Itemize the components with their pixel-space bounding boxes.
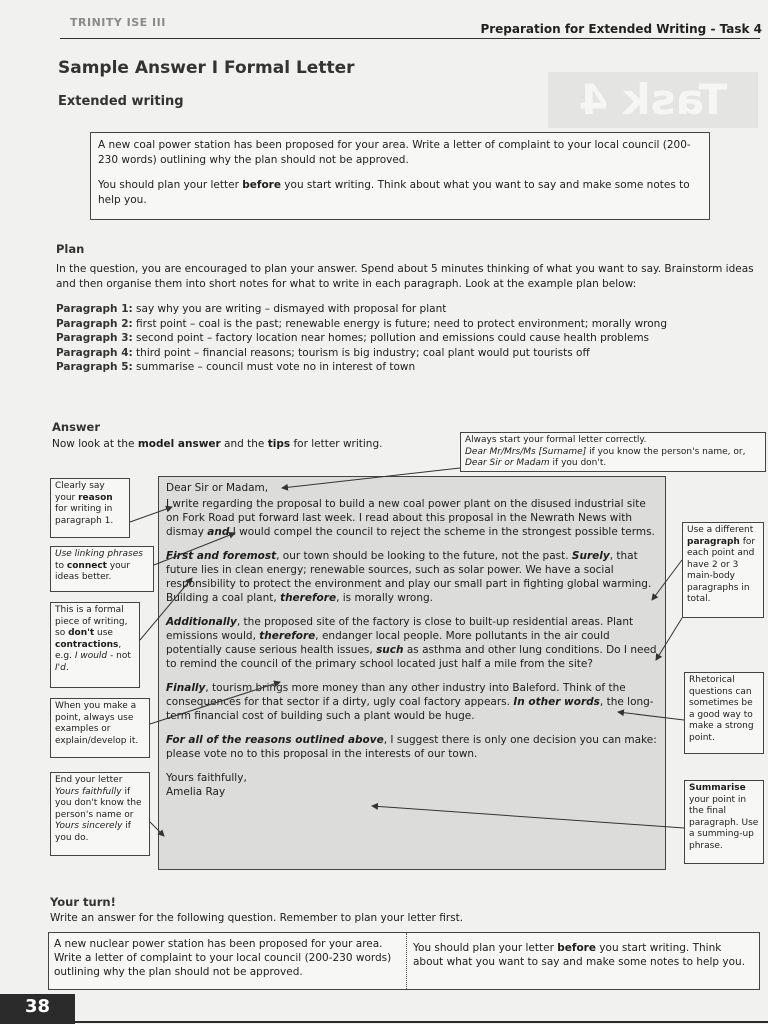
header-series: TRINITY ISE III [70, 16, 166, 29]
letter-paragraph-4: Finally, tourism brings more money than any other industry into Baleford. Think of the consequences for that sector if a dirty, ugly coal factory appears. In other words, the long-term financial cost of building such a plant would be huge. [166, 682, 654, 722]
arrow-paragraph-1 [652, 560, 682, 600]
arrow-linking [154, 533, 235, 565]
letter-signature: Amelia Ray [166, 786, 226, 798]
letter-paragraph-1: I write regarding the proposal to build a new coal power plant on the disused industrial site on Fork Road put forward last week. I read about this proposal in the Newrath News with dismay and I would compel the council to reject the scheme in the strongest possible terms. [166, 498, 655, 538]
your-turn-heading: Your turn! [50, 895, 116, 909]
letter-paragraph-2: First and foremost, our town should be looking to the future, not the past. Surely, that future lies in clean energy; renewable sources, such as solar power. We have a social responsibility to protect the environment and play our small part in fighting global warming. Building a coal plant, therefore, is morally wrong. [166, 550, 652, 604]
page-number: 38 [0, 994, 75, 1024]
answer-intro: Now look at the model answer and the tips for letter writing. [52, 438, 383, 450]
your-turn-instructions: You should plan your letter before you start writing. Think about what you want to say and make some notes to help you. [413, 942, 746, 968]
tip-paragraph: Use a different paragraph for each point and have 2 or 3 main-body paragraphs in total. [682, 522, 764, 618]
tip-examples: When you make a point, always use examples or explain/develop it. [50, 698, 150, 758]
page-title: Sample Answer I Formal Letter [58, 58, 355, 78]
plan-paragraph: Paragraph 3: second point – factory location near homes; pollution and emissions could cause health problems [56, 332, 650, 344]
answer-heading: Answer [52, 420, 101, 434]
tip-reason: Clearly say your reason for writing in paragraph 1. [50, 478, 130, 538]
arrow-ending [150, 822, 164, 836]
plan-paragraph: Paragraph 2: first point – coal is the past; renewable energy is future; need to protect environment; morally wrong [56, 317, 667, 330]
tip-ending: End your letter Yours faithfully if you don't know the person's name or Yours sincerely if you do. [50, 772, 150, 856]
arrow-examples [150, 682, 280, 724]
header-section: Preparation for Extended Writing - Task 4 [480, 22, 762, 36]
letter-paragraph-5: For all of the reasons outlined above, I suggest there is only one decision you can make: please vote no to this proposal in the interests of our town. [166, 734, 657, 760]
arrow-salutation [282, 468, 460, 488]
arrow-reason [130, 507, 172, 522]
plan-paragraph: Paragraph 1: say why you are writing – dismayed with proposal for plant [56, 303, 447, 315]
plan-paragraph: Paragraph 4: third point – financial reasons; tourism is big industry; coal plant would put tourists off [56, 346, 590, 359]
tip-linking: Use linking phrases to connect your ideas better. [50, 546, 154, 592]
arrow-formal [140, 578, 192, 640]
your-turn-question: A new nuclear power station has been proposed for your area. Write a letter of complaint to your local council (200-230 words) outlining why the plan should not be approved. [49, 933, 407, 989]
plan-paragraph: Paragraph 5: summarise – council must vote no in interest of town [56, 361, 416, 373]
arrow-paragraph-2 [656, 618, 682, 660]
task-line1: A new coal power station has been proposed for your area. Write a letter of complaint to your local council (200-230 words) outlining why the plan should not be approved. [98, 139, 691, 166]
plan-heading: Plan [56, 242, 85, 256]
arrow-rhetorical [618, 712, 684, 720]
tip-formal: This is a formal piece of writing, so don't use contractions, e.g. I would - not I'd. [50, 602, 140, 688]
your-turn-intro: Write an answer for the following question. Remember to plan your letter first. [50, 912, 464, 924]
task-watermark: Task 4 [548, 72, 758, 128]
letter-salutation: Dear Sir or Madam, [166, 482, 269, 494]
page-subtitle: Extended writing [58, 94, 184, 109]
letter-paragraph-3: Additionally, the proposed site of the factory is close to built-up residential areas. Plant emissions would, therefore, endanger local people. More pollutants in the air could potentially cause serious health issues, such as asthma and other lung conditions. Do I need to remind the council of the primary school located just half a mile from the site? [166, 616, 657, 670]
plan-intro: In the question, you are encouraged to plan your answer. Spend about 5 minutes thinking of what you want to say. Brainstorm ideas and then organise them into short notes for what to write in each paragraph. Look at the example plan below: [56, 263, 754, 290]
your-turn-box [48, 932, 760, 990]
footer-divider [75, 1021, 768, 1023]
tip-summarise: Summarise your point in the final paragraph. Use a summing-up phrase. [684, 780, 764, 864]
tip-rhetorical: Rhetorical questions can sometimes be a good way to make a strong point. [684, 672, 764, 754]
task-line2: You should plan your letter before you start writing. Think about what you want to say and make some notes to help you. [98, 179, 690, 206]
arrow-summarise [372, 806, 684, 828]
tip-salutation: Always start your formal letter correctly. Dear Mr/Mrs/Ms [Surname] if you know the person's name, or, Dear Sir or Madam if you don't. [460, 432, 766, 472]
letter-closing: Yours faithfully, [166, 772, 247, 784]
